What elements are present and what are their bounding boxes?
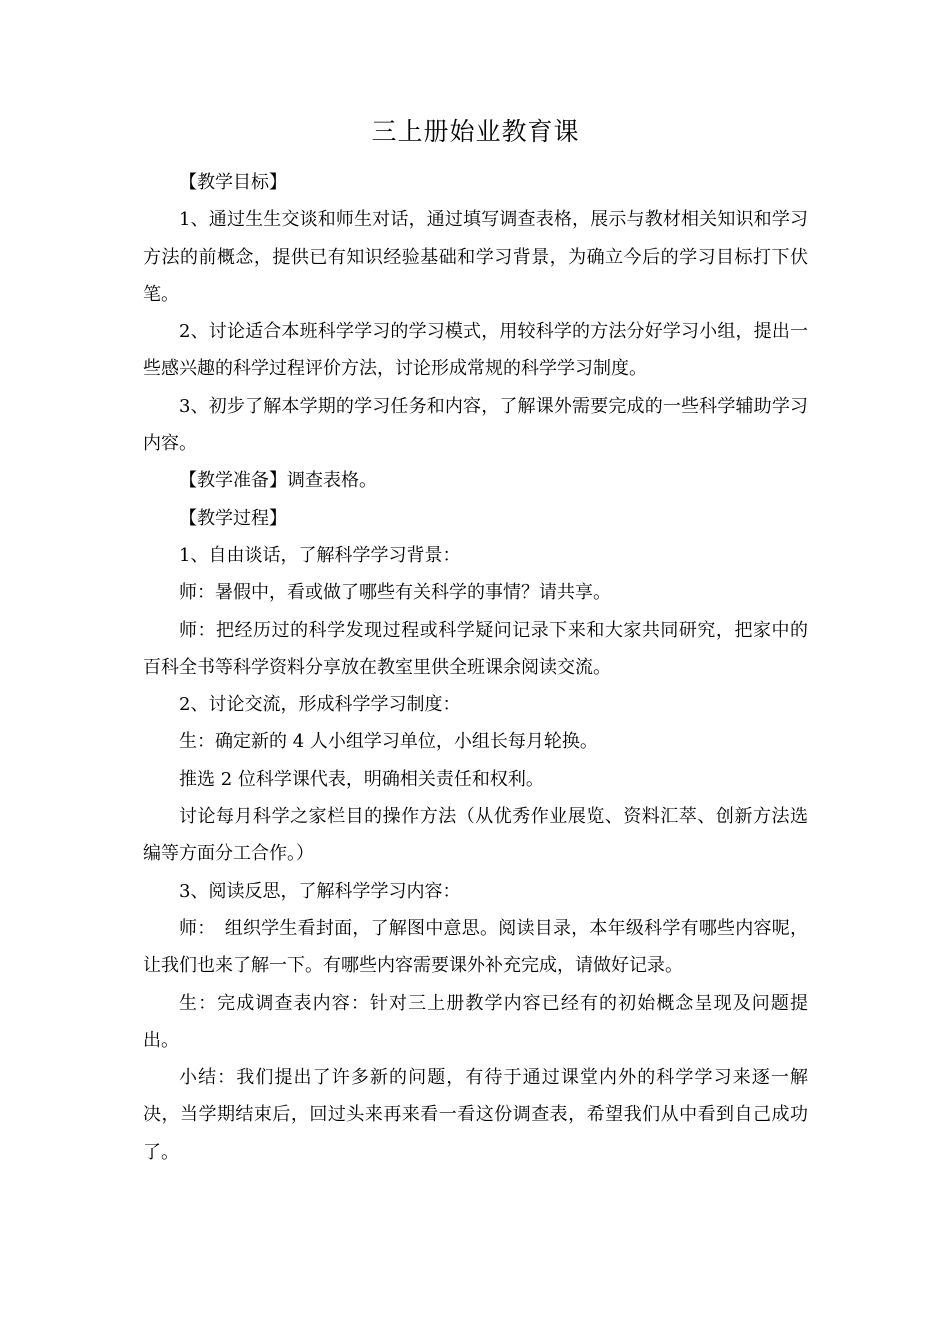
section-heading-process: 【教学过程】: [179, 507, 287, 529]
document-title: 三上册始业教育课: [371, 117, 580, 146]
objective-3: 3、初步了解本学期的学习任务和内容，了解课外需要完成的一些科学辅助学习内容。: [143, 395, 808, 455]
process-step-1: 1、自由谈话，了解科学学习背景：: [179, 544, 461, 566]
objective-2: 2、讨论适合本班科学学习的学习模式，用较科学的方法分好学习小组，提出一些感兴趣的科学过程评价方法，讨论形成常规的科学学习制度。: [143, 321, 808, 380]
summary-paragraph: 小结：我们提出了许多新的问题，有待于通过课堂内外的科学学习来逐一解决，当学期结束后，回过头来再来看一看这份调查表，希望我们从中看到自己成功了。: [143, 1067, 808, 1163]
document-page: [143, 112, 808, 1171]
process-step-2: 2、讨论交流，形成科学学习制度：: [179, 694, 461, 716]
process-step-3: 3、阅读反思，了解科学学习内容：: [179, 880, 461, 902]
process-paragraph: 讨论每月科学之家栏目的操作方法（从优秀作业展览、资料汇萃、创新方法选编等方面分工合作。）: [143, 806, 808, 865]
process-paragraph: 生：确定新的 4 人小组学习单位，小组长每月轮换。: [179, 731, 598, 753]
process-paragraph: 师：把经历过的科学发现过程或科学疑问记录下来和大家共同研究，把家中的百科全书等科学资料分享放在教室里供全班课余阅读交流。: [143, 619, 808, 678]
section-heading-objectives: 【教学目标】: [179, 172, 287, 193]
process-paragraph: 师：暑假中，看或做了哪些有关科学的事情？请共享。: [179, 582, 611, 604]
process-paragraph: 生：完成调查表内容：针对三上册教学内容已经有的初始概念呈现及问题提出。: [143, 992, 808, 1051]
process-paragraph: 师： 组织学生看封面，了解图中意思。阅读目录，本年级科学有哪些内容呢，让我们也来了解一下。有哪些内容需要课外补充完成，请做好记录。: [143, 917, 808, 977]
section-preparation: 【教学准备】调查表格。: [179, 470, 377, 492]
process-paragraph: 推选 2 位科学课代表，明确相关责任和权利。: [179, 768, 544, 790]
objective-1: 1、通过生生交谈和师生对话，通过填写调查表格，展示与教材相关知识和学习方法的前概念，提供已有知识经验基础和学习背景，为确立今后的学习目标打下伏笔。: [143, 209, 808, 305]
